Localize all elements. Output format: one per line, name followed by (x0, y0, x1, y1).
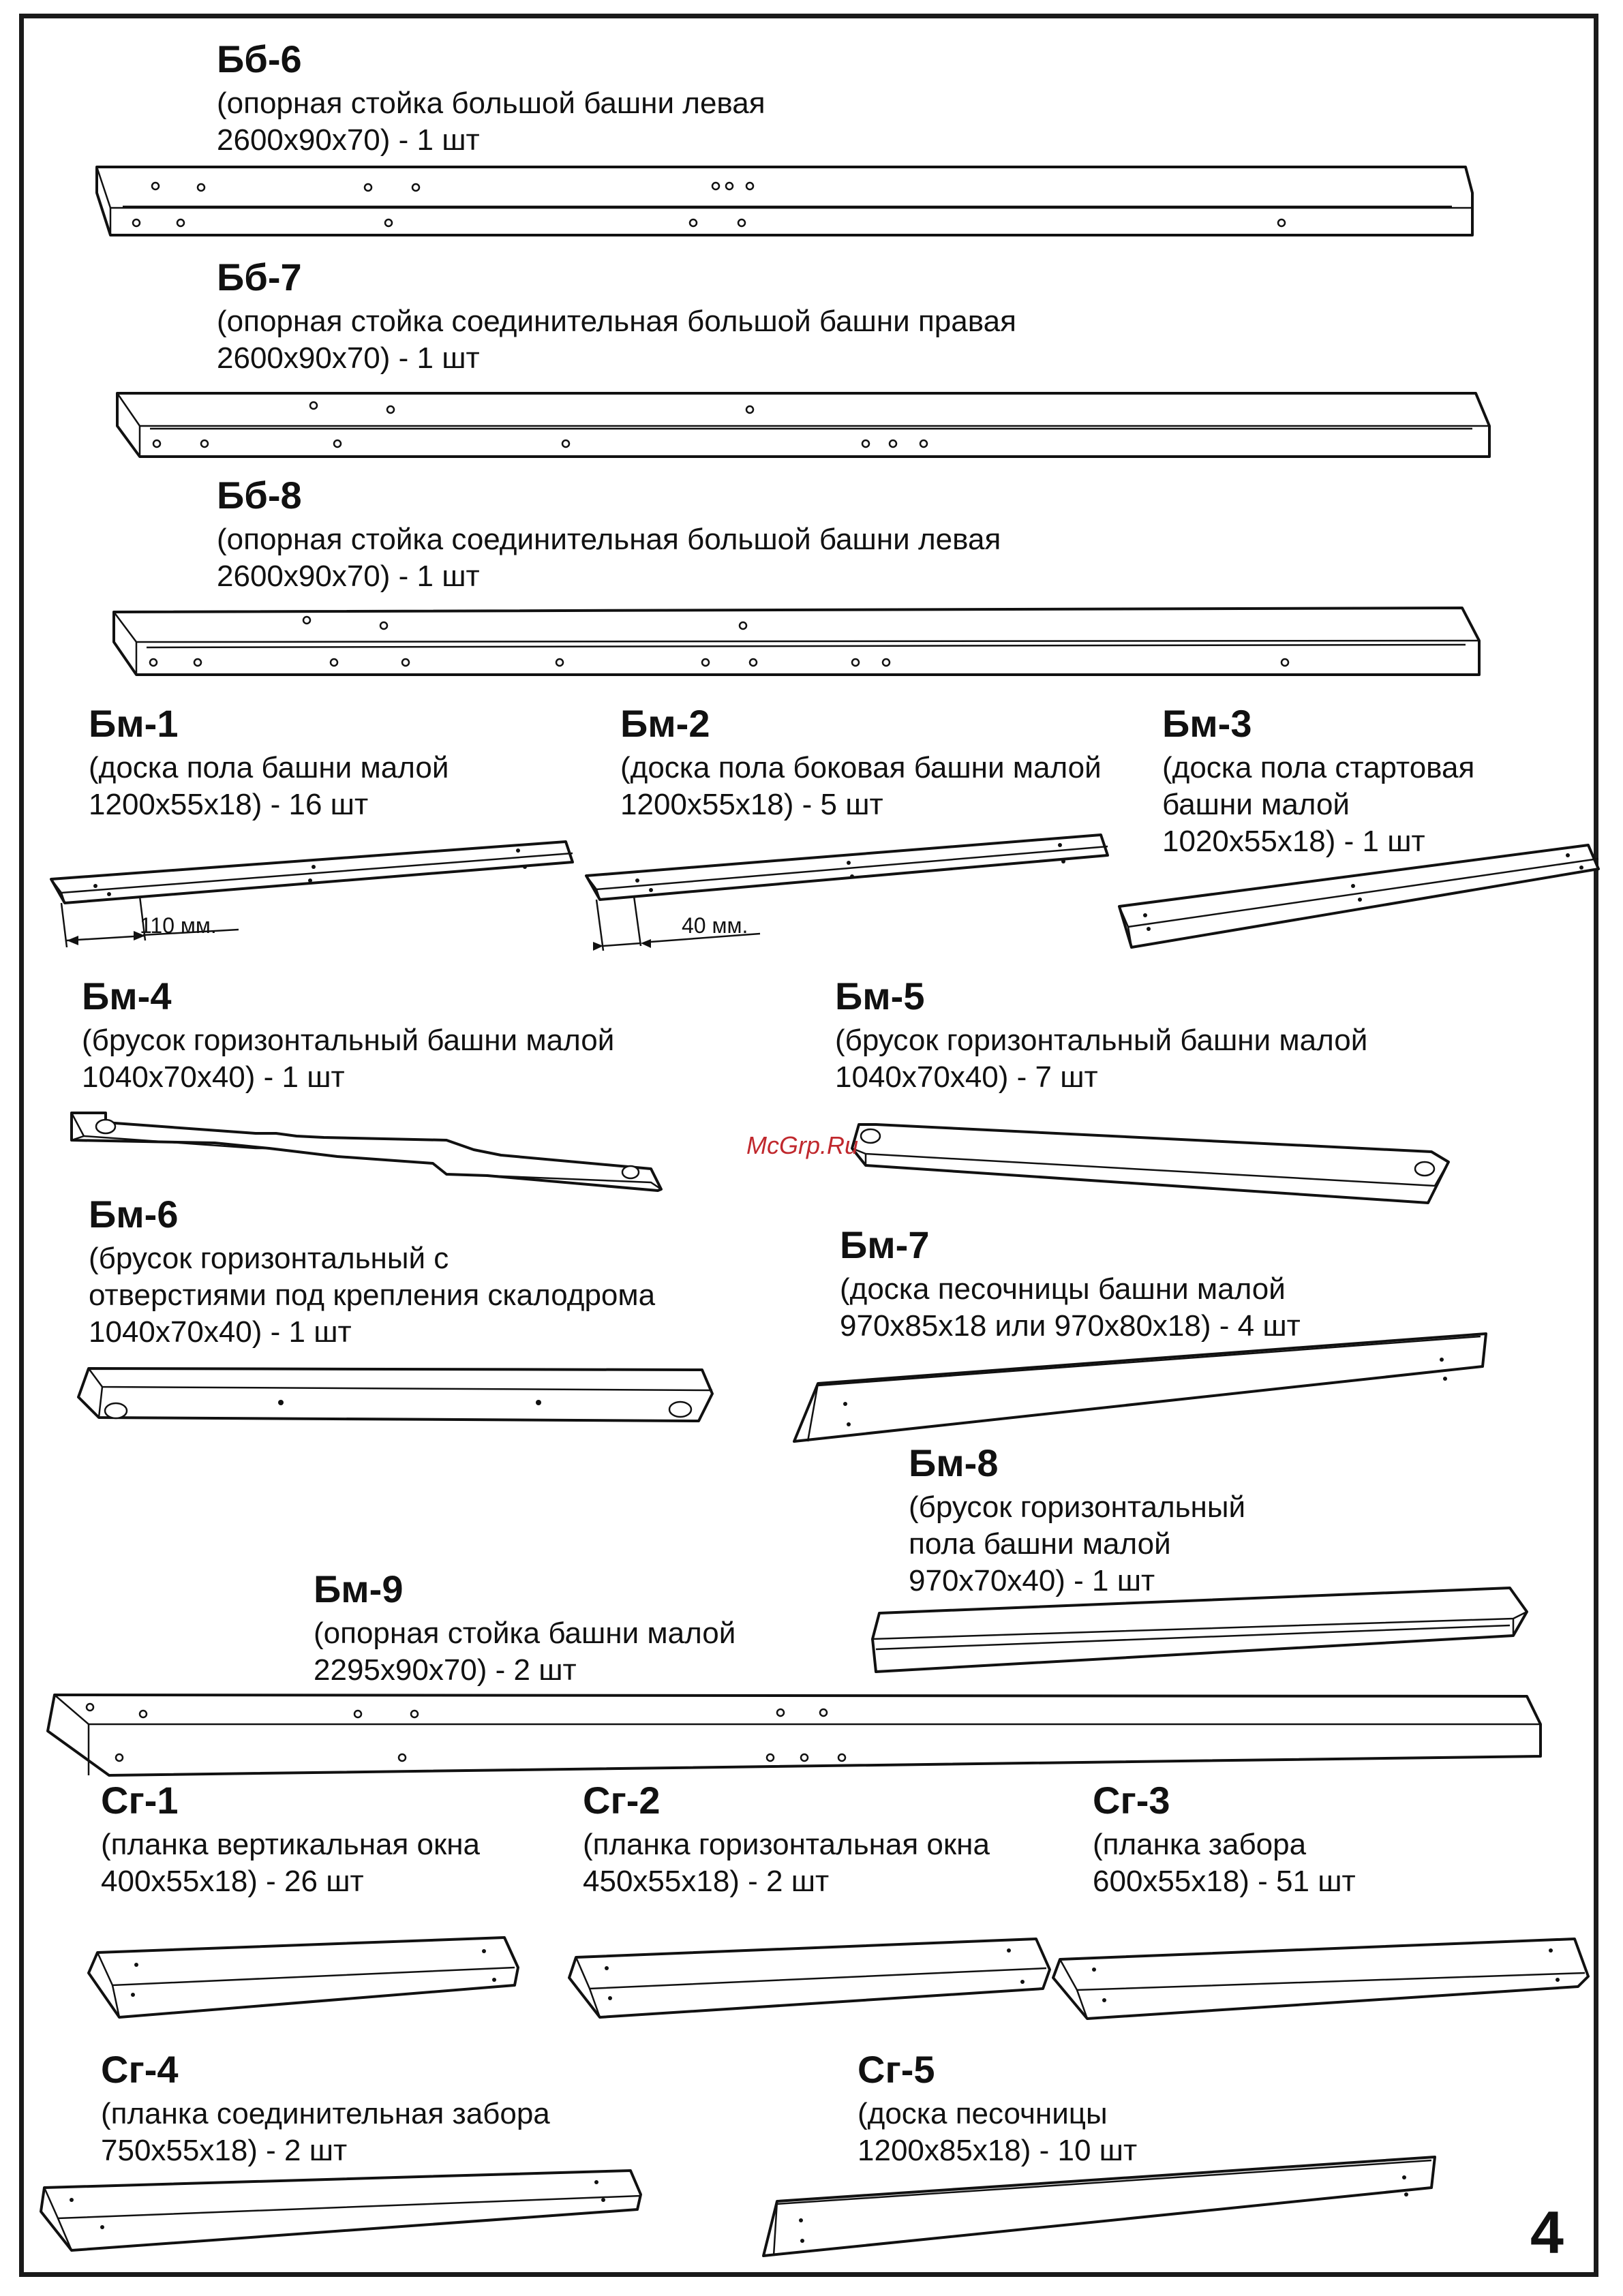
part-sg3-label (1093, 1779, 1356, 1900)
part-bb7-label (217, 256, 1016, 377)
beam-bb8-drawing (112, 600, 1489, 682)
dimension-label-bm2: 40 мм. (682, 913, 748, 938)
part-size-qty: 600х55х18) - 51 шт (1093, 1865, 1356, 1898)
beam-bm1-drawing (48, 838, 579, 961)
beam-bb6-drawing (89, 160, 1479, 242)
beam-bm7-drawing (791, 1332, 1493, 1448)
beam-bb7-drawing (116, 385, 1500, 467)
beam-bm5-drawing (849, 1121, 1455, 1210)
part-bm8-label (909, 1441, 1245, 1599)
part-size-qty: 1040х70х40) - 7 шт (835, 1060, 1098, 1094)
part-code: Бб-6 (217, 37, 302, 80)
part-code: Бм-6 (89, 1193, 179, 1236)
part-size-qty: 400х55х18) - 26 шт (101, 1865, 364, 1898)
part-size-qty: 450х55х18) - 2 шт (583, 1865, 830, 1898)
part-description: (доска песочницы (858, 2097, 1108, 2130)
part-description: (опорная стойка башни малой (314, 1617, 736, 1650)
part-code: Бм-9 (314, 1567, 404, 1610)
part-bm1-label (89, 702, 449, 823)
part-bb6-label (217, 37, 765, 159)
part-code: Сг-5 (858, 2048, 935, 2091)
part-code: Бм-1 (89, 702, 179, 745)
part-code: Бм-2 (620, 702, 710, 745)
part-description: (брусок горизонтальный башни малой (82, 1024, 615, 1057)
part-code: Сг-3 (1093, 1779, 1170, 1822)
part-bm2-label (620, 702, 1102, 823)
part-bm5-label (835, 975, 1367, 1096)
part-code: Сг-1 (101, 1779, 179, 1822)
part-description: (планка забора (1093, 1828, 1307, 1861)
beam-sg3-drawing (1050, 1935, 1595, 2024)
part-description: (брусок горизонтальный с (89, 1242, 449, 1275)
beam-bm2-drawing (583, 831, 1114, 954)
part-description: (опорная стойка соединительная большой башни левая (217, 523, 1001, 556)
part-size-qty: 750х55х18) - 2 шт (101, 2134, 348, 2167)
part-code: Бм-8 (909, 1441, 999, 1484)
part-bm9-label (314, 1567, 735, 1689)
part-size-qty: 1040х70х40) - 1 шт (82, 1060, 345, 1094)
part-size-qty: 1040х70х40) - 1 шт (89, 1315, 352, 1349)
beam-bm3-drawing (1118, 842, 1602, 958)
beam-bm9-drawing (41, 1694, 1547, 1782)
part-bm3-label (1162, 702, 1474, 860)
beam-sg5-drawing (760, 2154, 1442, 2263)
part-size-qty: 970х70х40) - 1 шт (909, 1564, 1155, 1597)
part-size-qty: 1200х55х18) - 16 шт (89, 788, 369, 821)
part-sg5-label (858, 2048, 1137, 2169)
part-description: (доска пола башни малой (89, 751, 449, 784)
watermark: McGrp.Ru (746, 1131, 859, 1159)
part-description: (опорная стойка соединительная большой башни правая (217, 305, 1016, 338)
beam-sg1-drawing (85, 1932, 528, 2027)
part-size-qty: 1020х55х18) - 1 шт (1162, 825, 1425, 858)
page-number: 4 (1530, 2199, 1564, 2266)
part-size-qty: 2600х90х70) - 1 шт (217, 560, 480, 593)
part-description: (доска пола стартовая (1162, 751, 1475, 784)
part-size-qty: 2295х90х70) - 2 шт (314, 1653, 577, 1687)
part-description: (планка соединительная забора (101, 2097, 550, 2130)
part-bm4-label (82, 975, 614, 1096)
part-sg2-label (583, 1779, 990, 1900)
part-description-2: башни малой (1162, 788, 1350, 821)
part-description-2: отверстиями под крепления скалодрома (89, 1279, 656, 1312)
part-bb8-label (217, 474, 1001, 595)
beam-bm6-drawing (75, 1363, 716, 1431)
part-code: Сг-4 (101, 2048, 179, 2091)
part-size-qty: 970х85х18 или 970х80х18) - 4 шт (840, 1309, 1301, 1343)
part-description: (планка горизонтальная окна (583, 1828, 990, 1861)
part-sg1-label (101, 1779, 480, 1900)
part-description: (брусок горизонтальный башни малой (835, 1024, 1368, 1057)
beam-sg2-drawing (566, 1935, 1057, 2024)
part-size-qty: 1200х85х18) - 10 шт (858, 2134, 1138, 2167)
part-code: Бм-3 (1162, 702, 1252, 745)
part-code: Бм-4 (82, 975, 172, 1017)
part-bm6-label (89, 1193, 655, 1351)
part-code: Бб-8 (217, 474, 302, 517)
part-description: (доска песочницы башни малой (840, 1272, 1286, 1306)
beam-sg4-drawing (37, 2167, 651, 2259)
part-description: (доска пола боковая башни малой (620, 751, 1102, 784)
part-code: Бб-7 (217, 256, 302, 299)
part-code: Бм-7 (840, 1223, 930, 1266)
part-code: Сг-2 (583, 1779, 661, 1822)
part-description: (опорная стойка большой башни левая (217, 87, 765, 120)
part-sg4-label (101, 2048, 550, 2169)
part-size-qty: 2600х90х70) - 1 шт (217, 341, 480, 375)
beam-bm4-drawing (65, 1107, 671, 1203)
part-description: (планка вертикальная окна (101, 1828, 481, 1861)
dimension-label-bm1: 110 мм. (140, 913, 217, 938)
part-code: Бм-5 (835, 975, 925, 1017)
part-bm7-label (840, 1223, 1301, 1345)
part-description: (брусок горизонтальный (909, 1490, 1246, 1524)
part-size-qty: 1200х55х18) - 5 шт (620, 788, 883, 821)
beam-bm8-drawing (869, 1585, 1534, 1680)
part-size-qty: 2600х90х70) - 1 шт (217, 123, 480, 157)
part-description-2: пола башни малой (909, 1527, 1171, 1561)
